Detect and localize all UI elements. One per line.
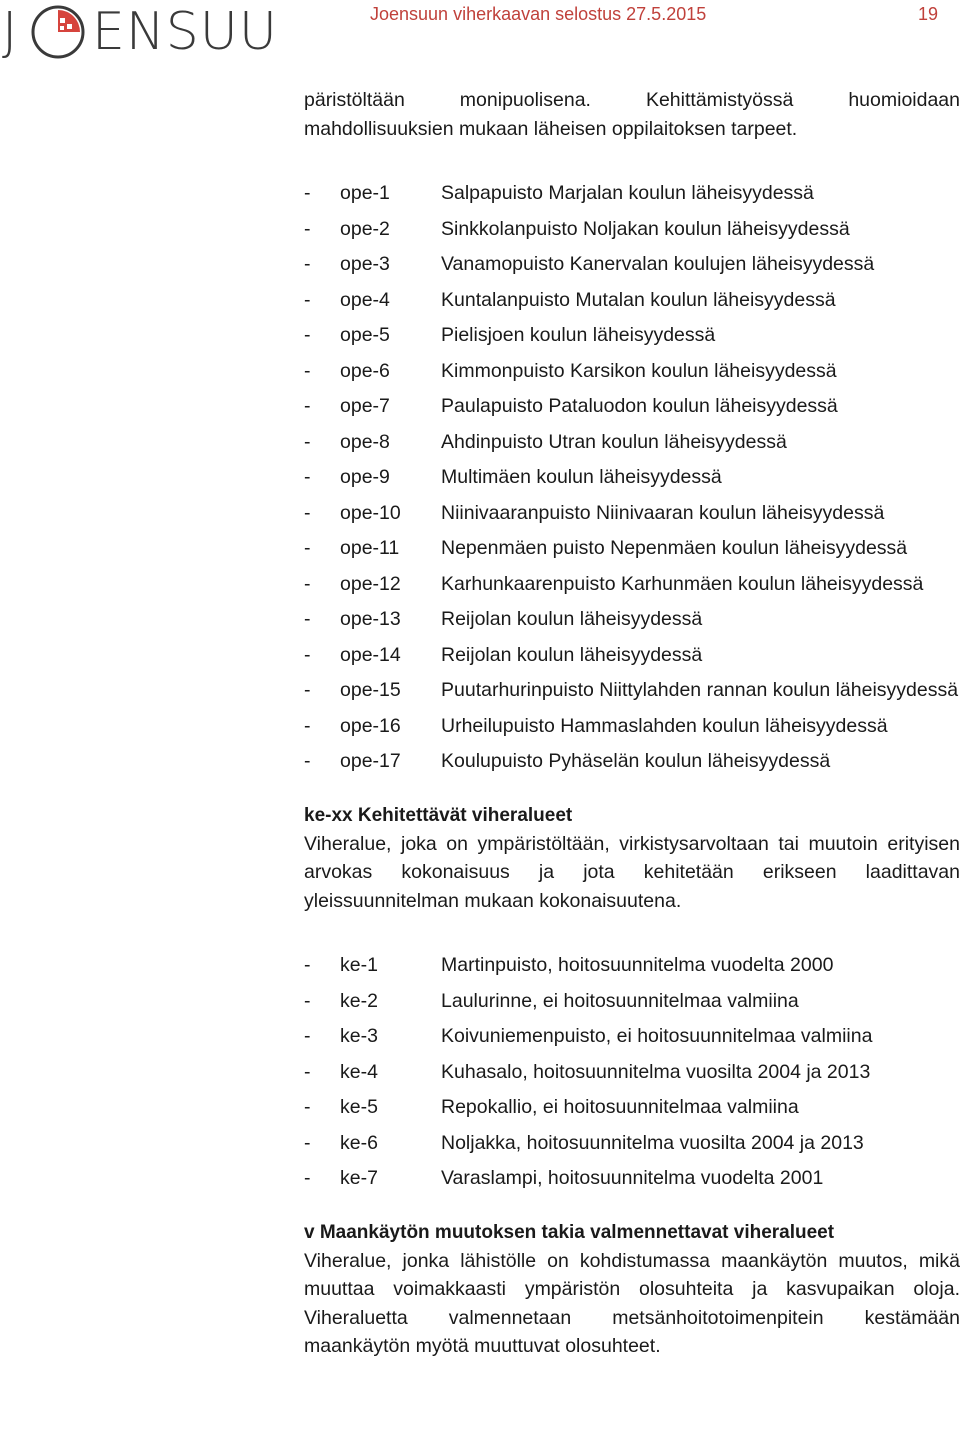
list-item-description: Koulupuisto Pyhäselän koulun läheisyydessä xyxy=(441,750,831,772)
list-dash: - xyxy=(304,989,311,1012)
list-dash: - xyxy=(304,1096,311,1118)
v-heading: v Maankäytön muutoksen takia valmennettavat viheralueet xyxy=(304,1221,835,1243)
list-item-description: Kimmonpuisto Karsikon koulun läheisyydessä xyxy=(441,359,837,382)
list-item-code: ke-4 xyxy=(340,1060,378,1083)
list-item xyxy=(304,215,960,244)
list-item-code: ope-8 xyxy=(340,430,390,453)
list-item xyxy=(304,357,960,386)
list-item-code: ke-1 xyxy=(340,954,378,976)
list-item xyxy=(304,428,960,457)
list-dash: - xyxy=(304,537,311,559)
list-item-text xyxy=(340,250,960,279)
list-item xyxy=(304,463,960,492)
list-dash: - xyxy=(304,253,311,275)
list-item-code: ope-13 xyxy=(340,608,401,630)
list-dash: - xyxy=(304,714,311,737)
list-item-code: ope-1 xyxy=(340,182,390,204)
list-item-code: ope-10 xyxy=(340,501,401,524)
v-description: Viheralue, jonka lähistölle on kohdistumassa maankäytön muutos, mikä muuttaa voimakkaasti ympäristön olosuhteita ja kasvupaikan oloja. Viheraluetta valmennetaan metsänhoitotoimenpitein kestämään maankäytön myötä muuttuvat olosuhteet. xyxy=(304,1249,960,1357)
list-item-description: Vanamopuisto Kanervalan koulujen läheisyydessä xyxy=(441,253,875,275)
list-item-description: Ahdinpuisto Utran koulun läheisyydessä xyxy=(441,430,787,453)
list-item xyxy=(304,286,960,315)
joensuu-logo xyxy=(0,0,278,66)
ke-heading: ke-xx Kehitettävät viheralueet xyxy=(304,804,573,826)
list-item-description: Repokallio, ei hoitosuunnitelmaa valmiina xyxy=(441,1096,799,1118)
list-item-description: Noljakka, hoitosuunnitelma vuosilta 2004 ja 2013 xyxy=(441,1131,864,1154)
list-item xyxy=(304,676,960,705)
list-dash: - xyxy=(304,182,311,204)
list-item-code: ope-11 xyxy=(340,537,400,559)
list-item-text xyxy=(340,1058,960,1087)
list-item xyxy=(304,1022,960,1051)
list-item-description: Kuntalanpuisto Mutalan koulun läheisyydessä xyxy=(441,288,836,311)
list-item-description: Laulurinne, ei hoitosuunnitelmaa valmiina xyxy=(441,989,799,1012)
list-item-code: ope-15 xyxy=(340,679,401,701)
list-dash: - xyxy=(304,501,311,524)
list-item xyxy=(304,392,960,421)
list-item-text xyxy=(340,712,960,741)
page-number: 19 xyxy=(918,4,939,24)
list-item-text xyxy=(340,747,960,776)
list-item-description: Pielisjoen koulun läheisyydessä xyxy=(441,324,716,346)
list-item-code: ke-5 xyxy=(340,1096,378,1118)
list-item xyxy=(304,250,960,279)
list-item-code: ope-9 xyxy=(340,466,390,488)
list-item-text xyxy=(340,605,960,634)
list-item-code: ope-12 xyxy=(340,572,401,595)
list-item xyxy=(304,499,960,528)
list-item-code: ke-3 xyxy=(340,1025,378,1047)
list-item-description: Sinkkolanpuisto Noljakan koulun läheisyydessä xyxy=(441,217,850,240)
list-item-code: ope-4 xyxy=(340,288,390,311)
list-dash: - xyxy=(304,430,311,453)
list-item-text xyxy=(340,1164,960,1193)
list-item-text xyxy=(340,215,960,244)
list-dash: - xyxy=(304,572,311,595)
list-item-text xyxy=(340,1022,960,1051)
list-item-text xyxy=(340,321,960,350)
list-dash: - xyxy=(304,288,311,311)
intro-paragraph: päristöltään monipuolisena. Kehittämistyössä huomioidaan mahdollisuuksien mukaan läheisen oppilaitoksen tarpeet. xyxy=(304,89,960,140)
list-item-description: Martinpuisto, hoitosuunnitelma vuodelta 2000 xyxy=(441,954,834,976)
list-item-description: Reijolan koulun läheisyydessä xyxy=(441,643,703,666)
list-item-text xyxy=(340,179,960,208)
list-item xyxy=(304,321,960,350)
list-item-description: Varaslampi, hoitosuunnitelma vuodelta 2001 xyxy=(441,1167,824,1189)
list-item-text xyxy=(340,357,960,386)
list-item-description: Nepenmäen puisto Nepenmäen koulun läheisyydessä xyxy=(441,537,908,559)
list-dash: - xyxy=(304,1167,311,1189)
list-item-code: ke-7 xyxy=(340,1167,378,1189)
list-item-code: ope-2 xyxy=(340,217,390,240)
list-item-code: ke-2 xyxy=(340,989,378,1012)
list-item xyxy=(304,951,960,980)
list-item-code: ope-7 xyxy=(340,395,390,417)
list-dash: - xyxy=(304,217,311,240)
ke-description: Viheralue, joka on ympäristöltään, virkistysarvoltaan tai muutoin erityisen arvokas kokonaisuus ja jota kehitetään erikseen laadittavan yleissuunnitelman mukaan kokonaisuutena. xyxy=(304,832,960,912)
list-item xyxy=(304,747,960,776)
document-title: Joensuun viherkaavan selostus 27.5.2015 xyxy=(370,4,707,24)
list-item-code: ope-6 xyxy=(340,359,390,382)
list-item xyxy=(304,1093,960,1122)
ope-list xyxy=(304,179,960,776)
list-item-text xyxy=(340,987,960,1016)
list-item xyxy=(304,605,960,634)
document-body xyxy=(304,86,960,1361)
list-item xyxy=(304,1164,960,1193)
list-item-text xyxy=(340,463,960,492)
list-item xyxy=(304,641,960,670)
list-dash: - xyxy=(304,643,311,666)
list-dash: - xyxy=(304,1131,311,1154)
list-item-code: ke-6 xyxy=(340,1131,378,1154)
list-dash: - xyxy=(304,1060,311,1083)
list-item-text xyxy=(340,499,960,528)
list-item-text xyxy=(340,951,960,980)
list-item-code: ope-16 xyxy=(340,714,401,737)
list-item xyxy=(304,1058,960,1087)
list-item-text xyxy=(340,286,960,315)
list-item-description: Paulapuisto Pataluodon koulun läheisyydessä xyxy=(441,395,838,417)
list-item-code: ope-5 xyxy=(340,324,390,346)
list-item-description: Kuhasalo, hoitosuunnitelma vuosilta 2004 ja 2013 xyxy=(441,1060,871,1083)
list-item-text xyxy=(340,534,960,563)
list-dash: - xyxy=(304,466,311,488)
list-item-text xyxy=(340,641,960,670)
logo-letter-j: J xyxy=(2,2,19,62)
list-dash: - xyxy=(304,359,311,382)
list-item-description: Salpapuisto Marjalan koulun läheisyydessä xyxy=(441,182,814,204)
list-item-description: Koivuniemenpuisto, ei hoitosuunnitelmaa valmiina xyxy=(441,1025,873,1047)
list-item-description: Puutarhurinpuisto Niittylahden rannan koulun läheisyydessä xyxy=(441,679,959,701)
list-item-text xyxy=(340,1129,960,1158)
list-dash: - xyxy=(304,324,311,346)
list-dash: - xyxy=(304,954,311,976)
list-item-text xyxy=(340,570,960,599)
list-item xyxy=(304,570,960,599)
logo-emblem-icon xyxy=(30,4,86,60)
list-item-text xyxy=(340,392,960,421)
list-item-description: Multimäen koulun läheisyydessä xyxy=(441,466,722,488)
list-item-code: ope-3 xyxy=(340,253,390,275)
list-item-description: Niinivaaranpuisto Niinivaaran koulun läheisyydessä xyxy=(441,501,885,524)
ke-list xyxy=(304,951,960,1193)
list-dash: - xyxy=(304,679,311,701)
list-dash: - xyxy=(304,1025,311,1047)
list-item xyxy=(304,534,960,563)
list-item-code: ope-14 xyxy=(340,643,401,666)
list-dash: - xyxy=(304,395,311,417)
list-item xyxy=(304,179,960,208)
list-item-text xyxy=(340,1093,960,1122)
list-item-description: Reijolan koulun läheisyydessä xyxy=(441,608,703,630)
list-dash: - xyxy=(304,608,311,630)
list-item-code: ope-17 xyxy=(340,750,401,772)
list-item xyxy=(304,987,960,1016)
logo-wordmark: ENSUU xyxy=(92,2,278,62)
list-dash: - xyxy=(304,750,311,772)
list-item-description: Karhunkaarenpuisto Karhunmäen koulun läheisyydessä xyxy=(441,572,924,595)
list-item-text xyxy=(340,428,960,457)
list-item xyxy=(304,1129,960,1158)
list-item-description: Urheilupuisto Hammaslahden koulun läheisyydessä xyxy=(441,714,888,737)
list-item-text xyxy=(340,676,960,705)
list-item xyxy=(304,712,960,741)
